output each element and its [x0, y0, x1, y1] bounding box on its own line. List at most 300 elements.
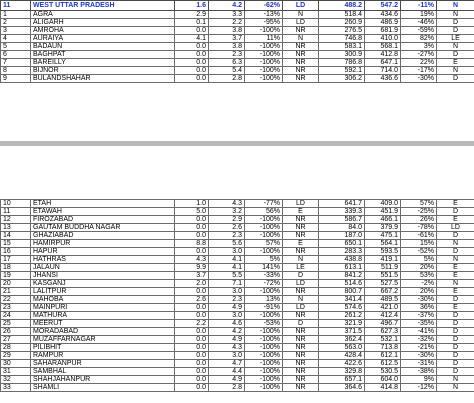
category-cum: D — [437, 368, 474, 376]
state-category-cum: N — [437, 1, 474, 11]
actual-cum: 261.2 — [319, 312, 365, 320]
actual-day: 0.0 — [175, 51, 209, 59]
actual-cum: 321.9 — [319, 320, 365, 328]
normal-cum: 486.9 — [365, 19, 401, 27]
departure-cum: 82% — [401, 35, 437, 43]
category-day: N — [283, 35, 319, 43]
category-day: LD — [283, 19, 319, 27]
normal-day: 2.9 — [209, 216, 245, 224]
departure-cum: 20% — [401, 288, 437, 296]
category-day: NR — [283, 344, 319, 352]
district-name: GHAZIABAD — [31, 232, 175, 240]
actual-cum: 300.9 — [319, 51, 365, 59]
departure-cum: 53% — [401, 272, 437, 280]
actual-cum: 306.2 — [319, 75, 365, 83]
departure-day: -100% — [245, 59, 283, 67]
category-day: D — [283, 272, 319, 280]
category-cum: N — [437, 240, 474, 248]
departure-cum: 3% — [401, 43, 437, 51]
normal-cum: 527.5 — [365, 280, 401, 288]
actual-cum: 586.7 — [319, 216, 365, 224]
departure-day: -77% — [245, 200, 283, 208]
actual-cum: 438.8 — [319, 256, 365, 264]
district-name: BIJNOR — [31, 67, 175, 75]
table-row — [1, 248, 474, 256]
row-number: 14 — [1, 232, 31, 240]
normal-cum: 496.7 — [365, 320, 401, 328]
table-row — [1, 200, 474, 208]
row-number: 19 — [1, 272, 31, 280]
departure-day: -100% — [245, 224, 283, 232]
district-name: MAINPURI — [31, 304, 175, 312]
normal-cum: 532.1 — [365, 336, 401, 344]
row-number: 5 — [1, 43, 31, 51]
category-day: NR — [283, 232, 319, 240]
table-row — [1, 59, 474, 67]
normal-cum: 475.1 — [365, 232, 401, 240]
actual-cum: 84.0 — [319, 224, 365, 232]
actual-day: 5.0 — [175, 208, 209, 216]
category-day: NR — [283, 312, 319, 320]
normal-day: 4.3 — [209, 344, 245, 352]
table-row — [1, 368, 474, 376]
departure-day: 56% — [245, 208, 283, 216]
table-row — [1, 19, 474, 27]
category-day: NR — [283, 27, 319, 35]
row-number: 8 — [1, 67, 31, 75]
actual-day: 0.0 — [175, 75, 209, 83]
row-number: 21 — [1, 288, 31, 296]
normal-cum: 667.2 — [365, 288, 401, 296]
table-row — [1, 224, 474, 232]
row-number: 3 — [1, 27, 31, 35]
actual-day: 0.0 — [175, 59, 209, 67]
district-rainfall-table-top — [0, 0, 474, 83]
normal-cum: 412.8 — [365, 51, 401, 59]
departure-day: 11% — [245, 35, 283, 43]
table-row — [1, 296, 474, 304]
category-day: NR — [283, 352, 319, 360]
actual-day: 3.7 — [175, 272, 209, 280]
actual-cum: 592.1 — [319, 67, 365, 75]
table-row — [1, 240, 474, 248]
actual-day: 0.0 — [175, 344, 209, 352]
table-row — [1, 51, 474, 59]
category-day: LD — [283, 304, 319, 312]
actual-day: 4.3 — [175, 256, 209, 264]
category-cum: D — [437, 232, 474, 240]
table-row — [1, 67, 474, 75]
departure-cum: 26% — [401, 216, 437, 224]
normal-cum: 627.3 — [365, 328, 401, 336]
category-cum: N — [437, 256, 474, 264]
state-name: WEST UTTAR PRADESH — [31, 1, 175, 11]
category-day: N — [283, 11, 319, 19]
category-cum: E — [437, 264, 474, 272]
actual-cum: 657.1 — [319, 376, 365, 384]
category-day: LD — [283, 200, 319, 208]
actual-cum: 650.1 — [319, 240, 365, 248]
state-departure-cum: -11% — [401, 1, 437, 11]
normal-cum: 530.5 — [365, 368, 401, 376]
category-day: NR — [283, 328, 319, 336]
category-cum: N — [437, 376, 474, 384]
row-number: 23 — [1, 304, 31, 312]
normal-cum: 647.1 — [365, 59, 401, 67]
table-row — [1, 344, 474, 352]
district-name: AGRA — [31, 11, 175, 19]
category-cum: D — [437, 344, 474, 352]
normal-cum: 466.1 — [365, 216, 401, 224]
district-name: MAHOBA — [31, 296, 175, 304]
category-day: LD — [283, 280, 319, 288]
normal-cum: 410.0 — [365, 35, 401, 43]
actual-cum: 422.6 — [319, 360, 365, 368]
departure-cum: -61% — [401, 232, 437, 240]
actual-day: 0.0 — [175, 216, 209, 224]
normal-cum: 604.0 — [365, 376, 401, 384]
actual-cum: 339.3 — [319, 208, 365, 216]
departure-cum: -52% — [401, 248, 437, 256]
table-row — [1, 328, 474, 336]
departure-day: -100% — [245, 51, 283, 59]
departure-cum: 20% — [401, 264, 437, 272]
departure-day: -100% — [245, 312, 283, 320]
normal-day: 5.6 — [209, 240, 245, 248]
table-row — [1, 320, 474, 328]
departure-cum: -30% — [401, 75, 437, 83]
category-cum: N — [437, 43, 474, 51]
actual-cum: 574.6 — [319, 304, 365, 312]
row-number: 6 — [1, 51, 31, 59]
table-row — [1, 11, 474, 19]
district-name: MATHURA — [31, 312, 175, 320]
actual-cum: 371.5 — [319, 328, 365, 336]
actual-day: 0.0 — [175, 248, 209, 256]
row-number: 20 — [1, 280, 31, 288]
district-name: SAMBHAL — [31, 368, 175, 376]
district-name: MORADABAD — [31, 328, 175, 336]
departure-day: -72% — [245, 280, 283, 288]
table-row — [1, 376, 474, 384]
district-name: SAHARANPUR — [31, 360, 175, 368]
normal-day: 3.3 — [209, 11, 245, 19]
row-number: 9 — [1, 75, 31, 83]
category-cum: D — [437, 296, 474, 304]
table-row — [1, 280, 474, 288]
normal-day: 3.2 — [209, 208, 245, 216]
actual-day: 2.2 — [175, 320, 209, 328]
category-cum: D — [437, 360, 474, 368]
departure-day: -100% — [245, 352, 283, 360]
actual-cum: 786.8 — [319, 59, 365, 67]
normal-day: 5.5 — [209, 272, 245, 280]
category-day: NR — [283, 216, 319, 224]
actual-day: 2.0 — [175, 280, 209, 288]
district-name: ETAWAH — [31, 208, 175, 216]
normal-day: 2.8 — [209, 75, 245, 83]
category-day: NR — [283, 51, 319, 59]
actual-cum: 276.5 — [319, 27, 365, 35]
category-cum: D — [437, 352, 474, 360]
normal-cum: 612.5 — [365, 360, 401, 368]
actual-cum: 518.4 — [319, 11, 365, 19]
normal-day: 4.9 — [209, 304, 245, 312]
table-row — [1, 360, 474, 368]
actual-cum: 583.1 — [319, 43, 365, 51]
category-cum: D — [437, 19, 474, 27]
district-name: AURAIYA — [31, 35, 175, 43]
category-day: NR — [283, 336, 319, 344]
normal-cum: 421.0 — [365, 304, 401, 312]
departure-day: -100% — [245, 216, 283, 224]
top-rows — [1, 11, 474, 83]
departure-cum: -21% — [401, 344, 437, 352]
normal-day: 3.0 — [209, 248, 245, 256]
departure-day: 57% — [245, 240, 283, 248]
normal-day: 2.3 — [209, 296, 245, 304]
district-name: ETAH — [31, 200, 175, 208]
district-name: PILIBHIT — [31, 344, 175, 352]
category-day: NR — [283, 59, 319, 67]
district-name: RAMPUR — [31, 352, 175, 360]
normal-day: 4.3 — [209, 200, 245, 208]
normal-day: 2.2 — [209, 19, 245, 27]
normal-day: 2.8 — [209, 384, 245, 392]
actual-cum: 260.9 — [319, 19, 365, 27]
category-day: NR — [283, 248, 319, 256]
normal-day: 3.0 — [209, 352, 245, 360]
departure-day: 13% — [245, 296, 283, 304]
district-name: BULANDSHAHAR — [31, 75, 175, 83]
table-row — [1, 35, 474, 43]
actual-day: 0.0 — [175, 224, 209, 232]
table-row — [1, 384, 474, 392]
actual-day: 0.0 — [175, 336, 209, 344]
normal-day: 3.0 — [209, 312, 245, 320]
actual-cum: 514.6 — [319, 280, 365, 288]
district-name: BAGHPAT — [31, 51, 175, 59]
normal-day: 4.1 — [209, 264, 245, 272]
page-separator — [0, 141, 474, 146]
departure-day: -100% — [245, 27, 283, 35]
state-summary-row — [1, 1, 474, 11]
normal-day: 3.0 — [209, 288, 245, 296]
category-cum: E — [437, 304, 474, 312]
departure-day: -33% — [245, 272, 283, 280]
normal-cum: 568.1 — [365, 43, 401, 51]
row-number: 12 — [1, 216, 31, 224]
category-cum: D — [437, 51, 474, 59]
category-cum: D — [437, 208, 474, 216]
category-day: NR — [283, 224, 319, 232]
category-cum: D — [437, 248, 474, 256]
row-number: 22 — [1, 296, 31, 304]
normal-day: 4.9 — [209, 336, 245, 344]
row-number: 32 — [1, 376, 31, 384]
normal-day: 4.1 — [209, 256, 245, 264]
actual-day: 0.0 — [175, 352, 209, 360]
table-row — [1, 43, 474, 51]
row-number: 26 — [1, 328, 31, 336]
table-row — [1, 304, 474, 312]
departure-day: -100% — [245, 328, 283, 336]
actual-day: 0.0 — [175, 288, 209, 296]
district-name: SHAHJAHANPUR — [31, 376, 175, 384]
actual-day: 0.0 — [175, 384, 209, 392]
actual-day: 0.0 — [175, 43, 209, 51]
category-cum: D — [437, 75, 474, 83]
actual-day: 9.9 — [175, 264, 209, 272]
actual-day: 0.0 — [175, 376, 209, 384]
normal-day: 6.3 — [209, 59, 245, 67]
actual-day: 0.1 — [175, 19, 209, 27]
departure-cum: 5% — [401, 256, 437, 264]
normal-day: 4.6 — [209, 320, 245, 328]
district-name: JALAUN — [31, 264, 175, 272]
normal-day: 4.2 — [209, 328, 245, 336]
row-number: 30 — [1, 360, 31, 368]
row-number: 16 — [1, 248, 31, 256]
table-row — [1, 336, 474, 344]
departure-cum: -59% — [401, 27, 437, 35]
category-cum: E — [437, 200, 474, 208]
table-row — [1, 27, 474, 35]
state-category-day: LD — [283, 1, 319, 11]
category-cum: E — [437, 59, 474, 67]
departure-day: 141% — [245, 264, 283, 272]
normal-cum: 713.8 — [365, 344, 401, 352]
actual-day: 0.0 — [175, 328, 209, 336]
normal-day: 2.6 — [209, 224, 245, 232]
departure-day: -53% — [245, 320, 283, 328]
district-name: FIROZABAD — [31, 216, 175, 224]
category-day: NR — [283, 67, 319, 75]
state-departure-day: -62% — [245, 1, 283, 11]
normal-day: 4.4 — [209, 368, 245, 376]
departure-cum: 15% — [401, 240, 437, 248]
departure-cum: 36% — [401, 304, 437, 312]
category-day: N — [283, 256, 319, 264]
row-number: 17 — [1, 256, 31, 264]
category-day: NR — [283, 43, 319, 51]
actual-cum: 800.7 — [319, 288, 365, 296]
district-name: KASGANJ — [31, 280, 175, 288]
departure-day: -100% — [245, 384, 283, 392]
table-row — [1, 312, 474, 320]
departure-cum: -17% — [401, 67, 437, 75]
district-name: BAREILLY — [31, 59, 175, 67]
departure-cum: -31% — [401, 360, 437, 368]
actual-cum: 746.8 — [319, 35, 365, 43]
actual-cum: 283.3 — [319, 248, 365, 256]
row-number: 33 — [1, 384, 31, 392]
actual-cum: 641.7 — [319, 200, 365, 208]
departure-cum: -38% — [401, 368, 437, 376]
district-name: MEERUT — [31, 320, 175, 328]
district-name: HAMIRPUR — [31, 240, 175, 248]
table-row — [1, 256, 474, 264]
category-day: NR — [283, 376, 319, 384]
departure-cum: -37% — [401, 312, 437, 320]
category-day: NR — [283, 384, 319, 392]
actual-day: 0.0 — [175, 304, 209, 312]
departure-cum: -27% — [401, 51, 437, 59]
departure-cum: 22% — [401, 59, 437, 67]
actual-day: 0.0 — [175, 232, 209, 240]
row-number: 11 — [1, 208, 31, 216]
row-number: 13 — [1, 224, 31, 232]
category-day: NR — [283, 75, 319, 83]
district-name: JHANSI — [31, 272, 175, 280]
normal-cum: 511.9 — [365, 264, 401, 272]
state-number: 11 — [1, 1, 31, 11]
category-day: NR — [283, 288, 319, 296]
actual-day: 0.0 — [175, 27, 209, 35]
departure-cum: 57% — [401, 200, 437, 208]
departure-day: -100% — [245, 368, 283, 376]
normal-cum: 436.6 — [365, 75, 401, 83]
normal-cum: 414.8 — [365, 384, 401, 392]
normal-cum: 564.1 — [365, 240, 401, 248]
normal-cum: 379.9 — [365, 224, 401, 232]
category-cum: E — [437, 272, 474, 280]
category-cum: LD — [437, 224, 474, 232]
departure-day: -100% — [245, 360, 283, 368]
actual-cum: 841.2 — [319, 272, 365, 280]
table-row — [1, 216, 474, 224]
category-day: N — [283, 296, 319, 304]
category-day: D — [283, 320, 319, 328]
row-number: 25 — [1, 320, 31, 328]
departure-day: -100% — [245, 232, 283, 240]
actual-day: 2.9 — [175, 11, 209, 19]
table-row — [1, 208, 474, 216]
normal-cum: 412.4 — [365, 312, 401, 320]
row-number: 4 — [1, 35, 31, 43]
district-name: SHAMLI — [31, 384, 175, 392]
normal-day: 3.8 — [209, 43, 245, 51]
district-name: ALIGARH — [31, 19, 175, 27]
departure-cum: -41% — [401, 328, 437, 336]
category-cum: D — [437, 27, 474, 35]
departure-day: -100% — [245, 336, 283, 344]
departure-day: -13% — [245, 11, 283, 19]
departure-cum: -78% — [401, 224, 437, 232]
table-row — [1, 352, 474, 360]
actual-day: 0.0 — [175, 67, 209, 75]
category-day: NR — [283, 360, 319, 368]
row-number: 7 — [1, 59, 31, 67]
departure-day: -100% — [245, 248, 283, 256]
departure-day: -100% — [245, 43, 283, 51]
normal-cum: 451.9 — [365, 208, 401, 216]
normal-cum: 434.6 — [365, 11, 401, 19]
district-name: MUZAFFARNAGAR — [31, 336, 175, 344]
actual-cum: 187.0 — [319, 232, 365, 240]
category-day: E — [283, 240, 319, 248]
table-row — [1, 232, 474, 240]
normal-day: 5.4 — [209, 67, 245, 75]
category-cum: N — [437, 280, 474, 288]
actual-cum: 364.6 — [319, 384, 365, 392]
normal-day: 3.8 — [209, 27, 245, 35]
row-number: 29 — [1, 352, 31, 360]
actual-day: 1.0 — [175, 200, 209, 208]
category-day: LE — [283, 264, 319, 272]
actual-day: 0.0 — [175, 368, 209, 376]
state-actual-cum: 488.2 — [319, 1, 365, 11]
